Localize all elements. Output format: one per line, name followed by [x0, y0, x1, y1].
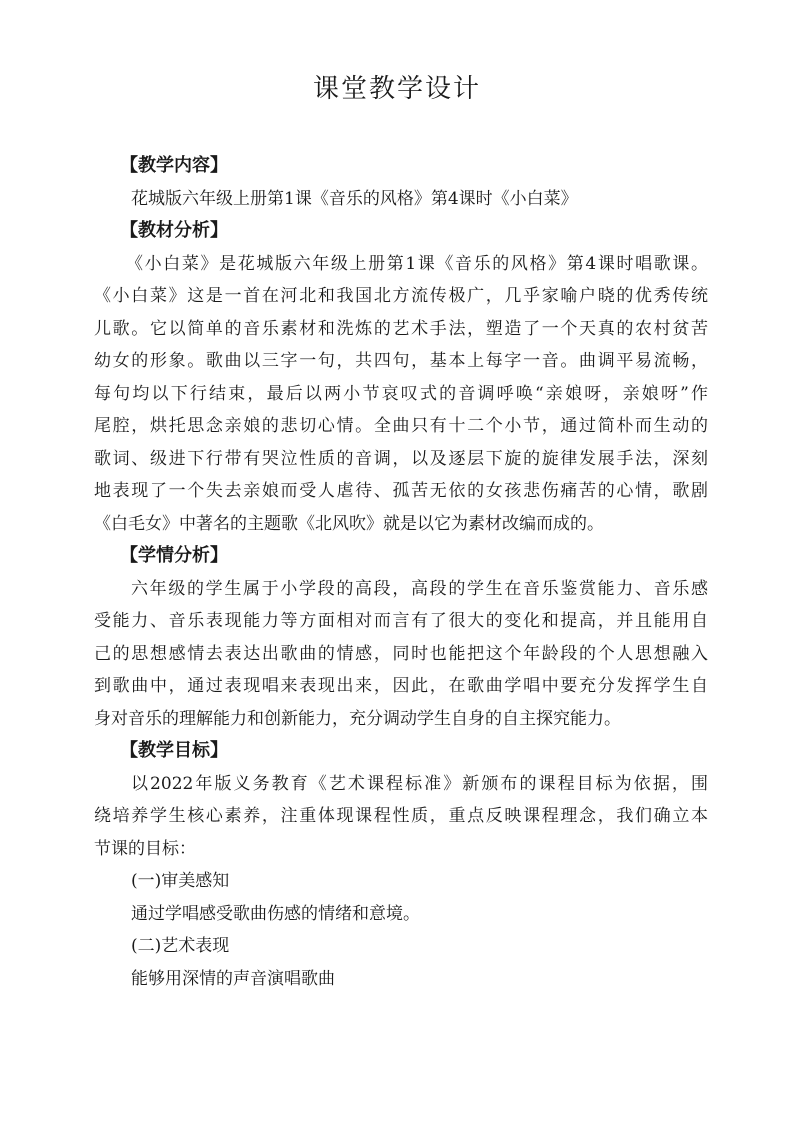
students-line: 己的思想感情去表达出歌曲的情感，同时也能把这个年龄段的个人思想融入: [94, 643, 708, 664]
material-line: 尾腔，烘托思念亲娘的悲切心情。全曲只有十二个小节，通过简朴而生动的: [94, 416, 708, 436]
document-body: [94, 150, 708, 995]
material-line: 《小白菜》这是一首在河北和我国北方流传极广，几乎家喻户晓的优秀传统: [94, 286, 708, 306]
goal-subheading-aesthetic: (一)审美感知: [131, 871, 230, 891]
goals-line: 节课的目标：: [94, 838, 196, 859]
students-line: 六年级的学生属于小学段的高段，高段的学生在音乐鉴赏能力、音乐感: [131, 578, 708, 599]
material-line: 儿歌。它以简单的音乐素材和洗炼的艺术手法，塑造了一个天真的农村贫苦: [94, 318, 708, 339]
goal-item: 能够用深情的声音演唱歌曲: [131, 968, 335, 989]
students-line: 身对音乐的理解能力和创新能力，充分调动学生自身的自主探究能力。: [94, 708, 621, 729]
page-title: 课堂教学设计: [312, 74, 481, 104]
material-line: 幼女的形象。歌曲以三字一句，共四句，基本上每字一音。曲调平易流畅，: [94, 351, 708, 371]
material-line: 《小白菜》是花城版六年级上册第1课《音乐的风格》第4课时唱歌课。: [126, 253, 708, 274]
material-line: 《白毛女》中著名的主题歌《北风吹》就是以它为素材改编而成的。: [94, 513, 604, 534]
goals-line: 以2022年版义务教育《艺术课程标准》新颁布的课程目标为依据，围: [131, 773, 708, 794]
goals-line: 绕培养学生核心素养，注重体现课程性质，重点反映课程理念，我们确立本: [94, 806, 708, 826]
content-line: 花城版六年级上册第1课《音乐的风格》第4课时《小白菜》: [131, 188, 578, 209]
material-line: 每句均以下行结束，最后以两小节哀叹式的音调呼唤“亲娘呀，亲娘呀”作: [94, 383, 708, 404]
material-line: 歌词、级进下行带有哭泣性质的音调，以及逐层下旋的旋律发展手法，深刻: [94, 448, 708, 469]
students-line: 受能力、音乐表现能力等方面相对而言有了很大的变化和提高，并且能用自: [94, 611, 708, 631]
goal-item: 通过学唱感受歌曲伤感的情绪和意境。: [131, 903, 420, 924]
section-heading-content: 【教学内容】: [120, 155, 228, 176]
students-line: 到歌曲中，通过表现唱来表现出来，因此，在歌曲学唱中要充分发挥学生自: [94, 676, 708, 696]
goal-subheading-art-expression: (二)艺术表现: [131, 936, 230, 956]
section-heading-students: 【学情分析】: [120, 545, 228, 566]
material-line: 地表现了一个失去亲娘而受人虐待、孤苦无依的女孩悲伤痛苦的心情，歌剧: [94, 481, 708, 501]
section-heading-material: 【教材分析】: [120, 220, 228, 241]
section-heading-goals: 【教学目标】: [120, 740, 228, 761]
